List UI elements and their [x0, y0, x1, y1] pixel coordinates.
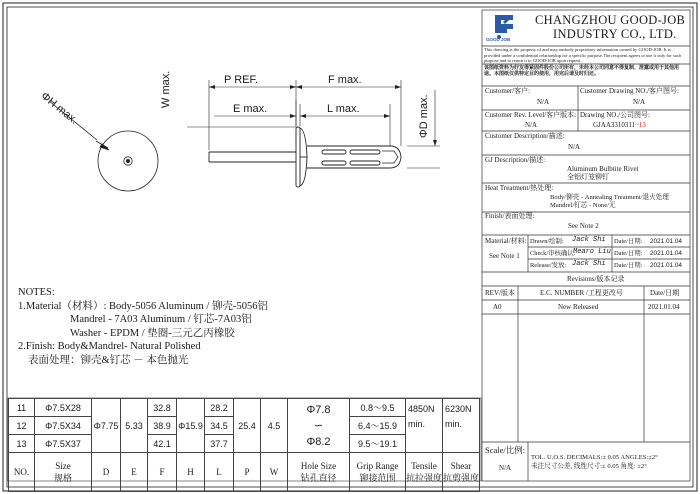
notes-line3: Washer - EPDM / 垫圈-三元乙丙橡胶: [70, 327, 235, 339]
customer-rev-label: Customer Rev. Level/客户版本:: [485, 111, 577, 119]
customer-desc-label: Customer Description/描述:: [485, 132, 565, 140]
row-size: Φ7.5X28: [35, 399, 92, 417]
customer-drawing-value: N/A: [633, 98, 646, 106]
tensile-unit: min.: [408, 419, 426, 429]
gj-desc-value1: Aluminum Bulbtite Rivet: [567, 165, 639, 173]
header-grip: [350, 453, 406, 492]
row-grip: 6.4～15.9: [350, 417, 406, 435]
header-d: D: [92, 453, 121, 492]
company-name-line1: CHANGZHOU GOOD-JOB: [535, 13, 686, 27]
row-f: 42.1: [148, 435, 177, 453]
drawing-no: [593, 122, 646, 130]
dim-p-ref: P REF.: [224, 74, 259, 86]
finish-label: Finish/表面处理:: [485, 212, 535, 220]
notes-line4: 2.Finish: Body&Mandrel- Natural Polished: [18, 341, 201, 353]
drawn-date: 2021.01.04: [650, 238, 682, 245]
drawn-label: Drawn/绘制:: [530, 238, 564, 245]
header-p: P: [234, 453, 261, 492]
scale-label: Scale/比例:: [485, 445, 526, 455]
drawn-name: Jack Shi: [572, 236, 606, 244]
check-date-label: Date/日期:: [614, 250, 643, 257]
heat-label: Heat Treatment/热处理:: [485, 184, 554, 192]
customer-drawing-label: Customer Drawing NO./客户图号:: [580, 87, 679, 95]
row-f: 38.9: [148, 417, 177, 435]
tol-line1: TOL. U.O.S. DECIMALS:± 0.05 ANGLES:±2°: [531, 454, 658, 461]
check-name: Mearo Liu: [573, 248, 611, 256]
notes-block: [18, 286, 268, 368]
header-tensile-cn: 抗拉强度: [406, 472, 443, 483]
gj-desc-label: GJ Description/描述:: [485, 156, 546, 164]
shared-d: Φ7.75: [92, 399, 121, 453]
header-e: E: [121, 453, 148, 492]
row-no: 11: [9, 399, 35, 417]
header-hole-cn: 钻孔直径: [300, 472, 337, 483]
header-shear: [443, 453, 480, 492]
release-label: Release/发放:: [530, 262, 567, 269]
header-l: L: [205, 453, 234, 492]
dim-d-max: ΦD max.: [418, 94, 430, 138]
row-l: 37.7: [205, 435, 234, 453]
rivet-side-view: [209, 127, 401, 187]
gj-desc-value2: 全铝灯笼铆钉: [567, 173, 609, 181]
dim-w-max: W max.: [160, 70, 172, 108]
shared-shear: [443, 399, 480, 453]
notes-line5: 表面处理：铆壳&钉芯 － 本色抛光: [28, 354, 189, 366]
shear-value: 6230N: [445, 404, 472, 414]
header-f: F: [148, 453, 177, 492]
size-table: [8, 398, 480, 492]
header-tensile: [406, 453, 443, 492]
disclaimer-english: This drawing is the property of and may embody proprietary information owned by GOOD-JOB. It is provided under a confidential relationship for a specific purpose.The recipient agrees to use it only for such purpose and to return it to GOOD-JOB upon request.: [484, 47, 682, 64]
shared-h: Φ15.9: [177, 399, 205, 453]
notes-line2: Mandrel - 7A03 Aluminum / 钉芯-7A03铝: [70, 314, 252, 326]
heat-value2: Mandrel/钉芯 - None/无: [550, 202, 616, 209]
rev-row-ecn: New Released: [558, 303, 599, 311]
hole-mid: ∽: [313, 419, 324, 432]
header-h: H: [177, 453, 205, 492]
header-size: [35, 453, 92, 492]
header-size-cn: 规格: [53, 472, 72, 483]
heat-value1: Body/铆壳 - Annealing Treatment/退火处理: [550, 194, 669, 201]
logo-text: GOOD JOB: [486, 37, 511, 42]
drawn-date-label: Date/日期:: [614, 238, 643, 245]
revisions-label: Revisions/版本记录: [567, 275, 625, 283]
tol-line2: 未注尺寸公差, 线性尺寸:± 0.05 角度: ±2°: [531, 463, 647, 470]
header-tensile-en: Tensile: [411, 460, 437, 471]
drawing-no-suffix: ~13: [635, 121, 646, 129]
header-shear-cn: 抗剪强度: [443, 472, 480, 483]
rev-row-rev: A0: [493, 303, 502, 311]
drawing-no-label: Drawing NO./公司图号:: [580, 111, 650, 119]
check-label: Check/审核确认:: [530, 250, 576, 257]
tensile-value: 4850N: [408, 404, 435, 414]
dim-l-max: L max.: [327, 103, 360, 115]
header-no: NO.: [9, 453, 35, 492]
dimension-lines: [187, 80, 440, 168]
rev-row-date: 2021.01.04: [648, 303, 680, 311]
drawing-no-value: GJAA3310311: [593, 121, 636, 129]
rev-col-rev: REV/版本: [485, 289, 515, 297]
dim-e-max: E max.: [233, 103, 268, 115]
customer-label: Customer/客户:: [485, 87, 531, 95]
dim-h-max: ΦH max.: [38, 90, 80, 127]
dimension-arrows: [209, 85, 437, 146]
header-w: W: [261, 453, 288, 492]
material-label: Material/材料:: [485, 237, 527, 245]
header-size-en: Size: [55, 460, 71, 471]
release-name: Jack Shi: [572, 260, 606, 268]
row-l: 34.5: [205, 417, 234, 435]
row-no: 13: [9, 435, 35, 453]
row-size: Φ7.5X37: [35, 435, 92, 453]
finish-value: See Note 2: [568, 222, 599, 230]
header-shear-en: Shear: [450, 460, 472, 471]
shared-w: 4.5: [261, 399, 288, 453]
rev-col-date: Date/日期: [650, 289, 680, 297]
row-grip: 0.8～9.5: [350, 399, 406, 417]
shared-tensile: [406, 399, 443, 453]
header-grip-en: Grip Range: [356, 460, 399, 471]
company-name-line2: INDUSTRY CO., LTD.: [553, 27, 677, 41]
customer-rev-value: N/A: [525, 121, 538, 129]
shared-hole: [288, 399, 350, 453]
release-date: 2021.01.04: [650, 262, 682, 269]
check-date: 2021.01.04: [650, 250, 682, 257]
rev-col-ecn: E.C. NUMBER /工程更改号: [540, 289, 623, 297]
notes-title: NOTES:: [18, 287, 55, 298]
customer-desc-value: N/A: [568, 143, 581, 151]
row-f: 32.8: [148, 399, 177, 417]
dim-f-max: F max.: [328, 74, 362, 86]
shear-unit: min.: [445, 419, 463, 429]
row-grip: 9.5～19.1: [350, 435, 406, 453]
row-size: Φ7.5X34: [35, 417, 92, 435]
shared-p: 25.4: [234, 399, 261, 453]
row-l: 28.2: [205, 399, 234, 417]
company-logo: [495, 15, 513, 39]
shared-e: 5.33: [121, 399, 148, 453]
release-date-label: Date/日期:: [614, 262, 643, 269]
scale-value: N/A: [499, 464, 512, 472]
customer-value: N/A: [537, 98, 550, 106]
row-no: 12: [9, 417, 35, 435]
header-hole: [288, 453, 350, 492]
disclaimer-chinese: 该图纸资料为好友得紧固件股份公司所有，未经本公司同意不得复制、泄露或用于其他用途。本图纸仅供特定目的使用，用完后请及时归还。: [484, 66, 680, 78]
header-hole-en: Hole Size: [300, 460, 337, 471]
hole-bottom: Φ8.2: [306, 435, 331, 448]
header-grip-cn: 铆接范围: [359, 472, 396, 483]
hole-top: Φ7.8: [306, 403, 331, 416]
notes-line1: 1.Material（材料）: Body-5056 Aluminum / 铆壳-5056铝: [18, 300, 268, 312]
material-value: See Note 1: [489, 252, 520, 260]
